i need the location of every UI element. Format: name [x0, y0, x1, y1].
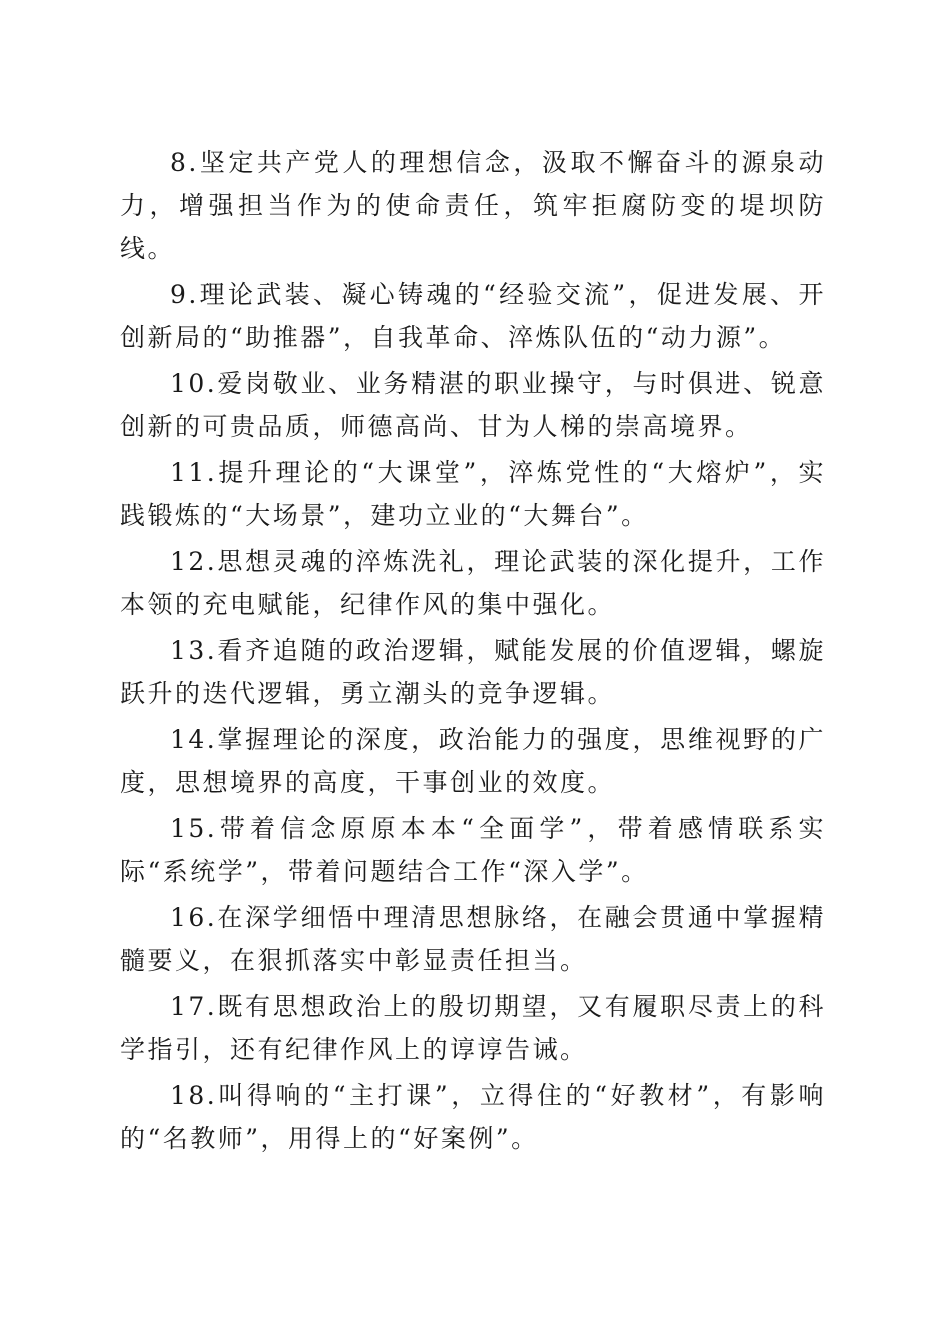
paragraph-item-17: 17.既有思想政治上的殷切期望，又有履职尽责上的科学指引，还有纪律作风上的谆谆告诫。	[120, 992, 826, 1064]
document-body	[120, 141, 826, 1163]
paragraph-item-13: 13.看齐追随的政治逻辑，赋能发展的价值逻辑，螺旋跃升的迭代逻辑，勇立潮头的竞争逻辑。	[120, 636, 826, 708]
paragraph-item-8: 8.坚定共产党人的理想信念，汲取不懈奋斗的源泉动力，增强担当作为的使命责任，筑牢拒腐防变的堤坝防线。	[120, 148, 826, 263]
paragraph-item-12: 12.思想灵魂的淬炼洗礼，理论武装的深化提升，工作本领的充电赋能，纪律作风的集中强化。	[120, 547, 826, 619]
paragraph-item-9: 9.理论武装、凝心铸魂的“经验交流”，促进发展、开创新局的“助推器”，自我革命、淬炼队伍的“动力源”。	[120, 280, 826, 352]
paragraph-item-18: 18.叫得响的“主打课”，立得住的“好教材”，有影响的“名教师”，用得上的“好案例”。	[120, 1081, 826, 1153]
paragraph-item-11: 11.提升理论的“大课堂”，淬炼党性的“大熔炉”，实践锻炼的“大场景”，建功立业的“大舞台”。	[120, 458, 826, 530]
paragraph-item-10: 10.爱岗敬业、业务精湛的职业操守，与时俱进、锐意创新的可贵品质，师德高尚、甘为人梯的崇高境界。	[120, 369, 826, 441]
paragraph-item-15: 15.带着信念原原本本“全面学”，带着感情联系实际“系统学”，带着问题结合工作“深入学”。	[120, 814, 826, 886]
paragraph-item-14: 14.掌握理论的深度，政治能力的强度，思维视野的广度，思想境界的高度，干事创业的效度。	[120, 725, 826, 797]
paragraph-item-16: 16.在深学细悟中理清思想脉络，在融会贯通中掌握精髓要义，在狠抓落实中彰显责任担当。	[120, 903, 826, 975]
